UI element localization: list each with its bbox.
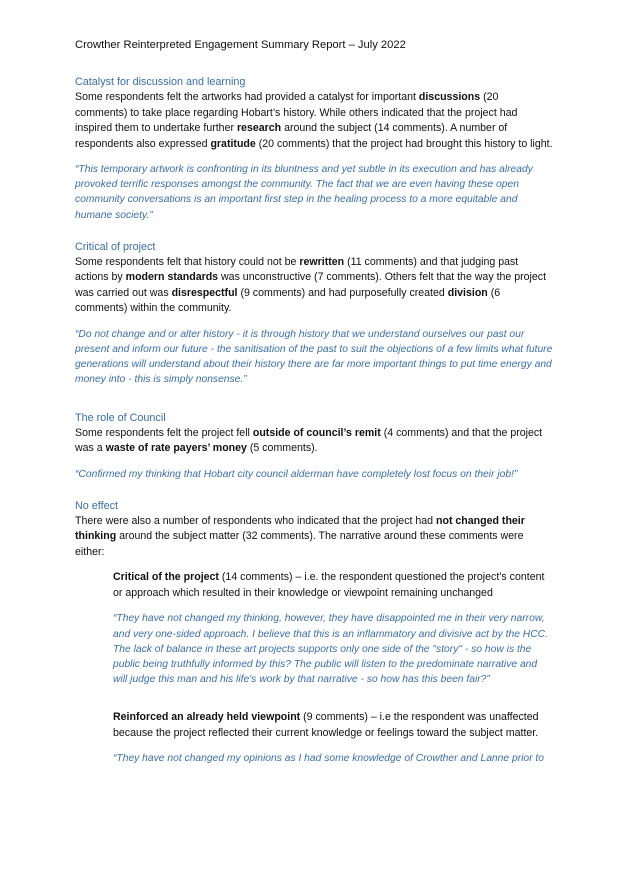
section-heading-critical: Critical of project	[75, 240, 156, 253]
council-paragraph: Some respondents felt the project fell outside of council’s remit (4 comments) and that the project was a waste of rate payers’ money (5 comments).	[75, 426, 543, 455]
keyword-division: division	[447, 286, 488, 299]
keyword-outside-remit: outside of council’s remit	[252, 426, 381, 439]
keyword-discussions: discussions	[418, 91, 481, 103]
keyword-reinforced-viewpoint: Reinforced an already held viewpoint	[113, 711, 301, 724]
sub-point-reinforced-quote: “They have not changed my opinions as I had some knowledge of Crowther and Lanne prior to	[113, 753, 545, 765]
report-header: Crowther Reinterpreted Engagement Summary Report – July 2022	[75, 39, 406, 51]
keyword-waste-of-money: waste of rate payers’ money	[105, 442, 247, 455]
keyword-critical-of-project: Critical of the project	[113, 571, 219, 584]
keyword-modern-standards: modern standards	[125, 271, 219, 284]
council-quote: “Confirmed my thinking that Hobart city council alderman have completely lost focus on their job!”	[75, 468, 518, 480]
catalyst-quote: “This temporary artwork is confronting in its bluntness and yet subtle in its execution and has already provoked terrific responses amongst the community. The fact that we are even having these open community conversations is an important first step in the healing process to a more equitable and humane society.”	[75, 164, 533, 221]
keyword-not-changed-thinking: not changed their thinking	[75, 514, 525, 543]
critical-quote: “Do not change and or alter history - it is through history that we understand ourselves our past our present and inform our future - the sanitisation of the past to suit the objections of a few limits what future generations will understand about their history there are far more important things to put time energy and money into - this is simply nonsense.”	[75, 328, 553, 386]
catalyst-paragraph: Some respondents felt the artworks had provided a catalyst for important discussions (20 comments) to take place regarding Hobart’s history. While others indicated that the project had inspired them to undertake further research around the subject (14 comments). A number of respondents also expressed gratitude (20 comments) that the project had brought this history to light.	[75, 91, 553, 150]
keyword-disrespectful: disrespectful	[171, 286, 238, 299]
sub-point-reinforced-text: Reinforced an already held viewpoint (9 comments) – i.e the respondent was unaffected because the project reflected their current knowledge or feelings toward the subject matter.	[113, 711, 539, 739]
keyword-rewritten: rewritten	[299, 255, 345, 268]
sub-point-critical-text: Critical of the project (14 comments) – i.e. the respondent questioned the project’s content or approach which resulted in their knowledge or viewpoint remaining unchanged	[113, 571, 545, 599]
sub-point-critical	[113, 570, 553, 766]
keyword-research: research	[236, 122, 282, 134]
section-heading-council: The role of Council	[75, 411, 166, 424]
critical-paragraph: Some respondents felt that history could not be rewritten (11 comments) and that judging past actions by modern standards was unconstructive (7 comments). Others felt that the way the project was carried out was disrespectful (9 comments) and had purposefully created division (6 comments) within the community.	[75, 255, 547, 315]
keyword-gratitude: gratitude	[210, 137, 256, 150]
no-effect-paragraph: There were also a number of respondents who indicated that the project had not changed their thinking around the subject matter (32 comments). The narrative around these comments were either:	[75, 514, 525, 558]
section-heading-catalyst: Catalyst for discussion and learning	[75, 76, 246, 88]
section-heading-no-effect: No effect	[75, 499, 119, 512]
report-body	[75, 75, 553, 767]
sub-point-critical-quote: “They have not changed my thinking, however, they have disappointed me in their very narrow, and very one-sided approach. I believe that this is an inflammatory and divisive act by the HCC. The lack of balance in these art projects supports only one side of the "story" - so how is the public being truthfully informed by this? The public will listen to the predominate narrative and will judge this man and his life's work by that narrative - so how has this been fair?”	[113, 613, 548, 686]
